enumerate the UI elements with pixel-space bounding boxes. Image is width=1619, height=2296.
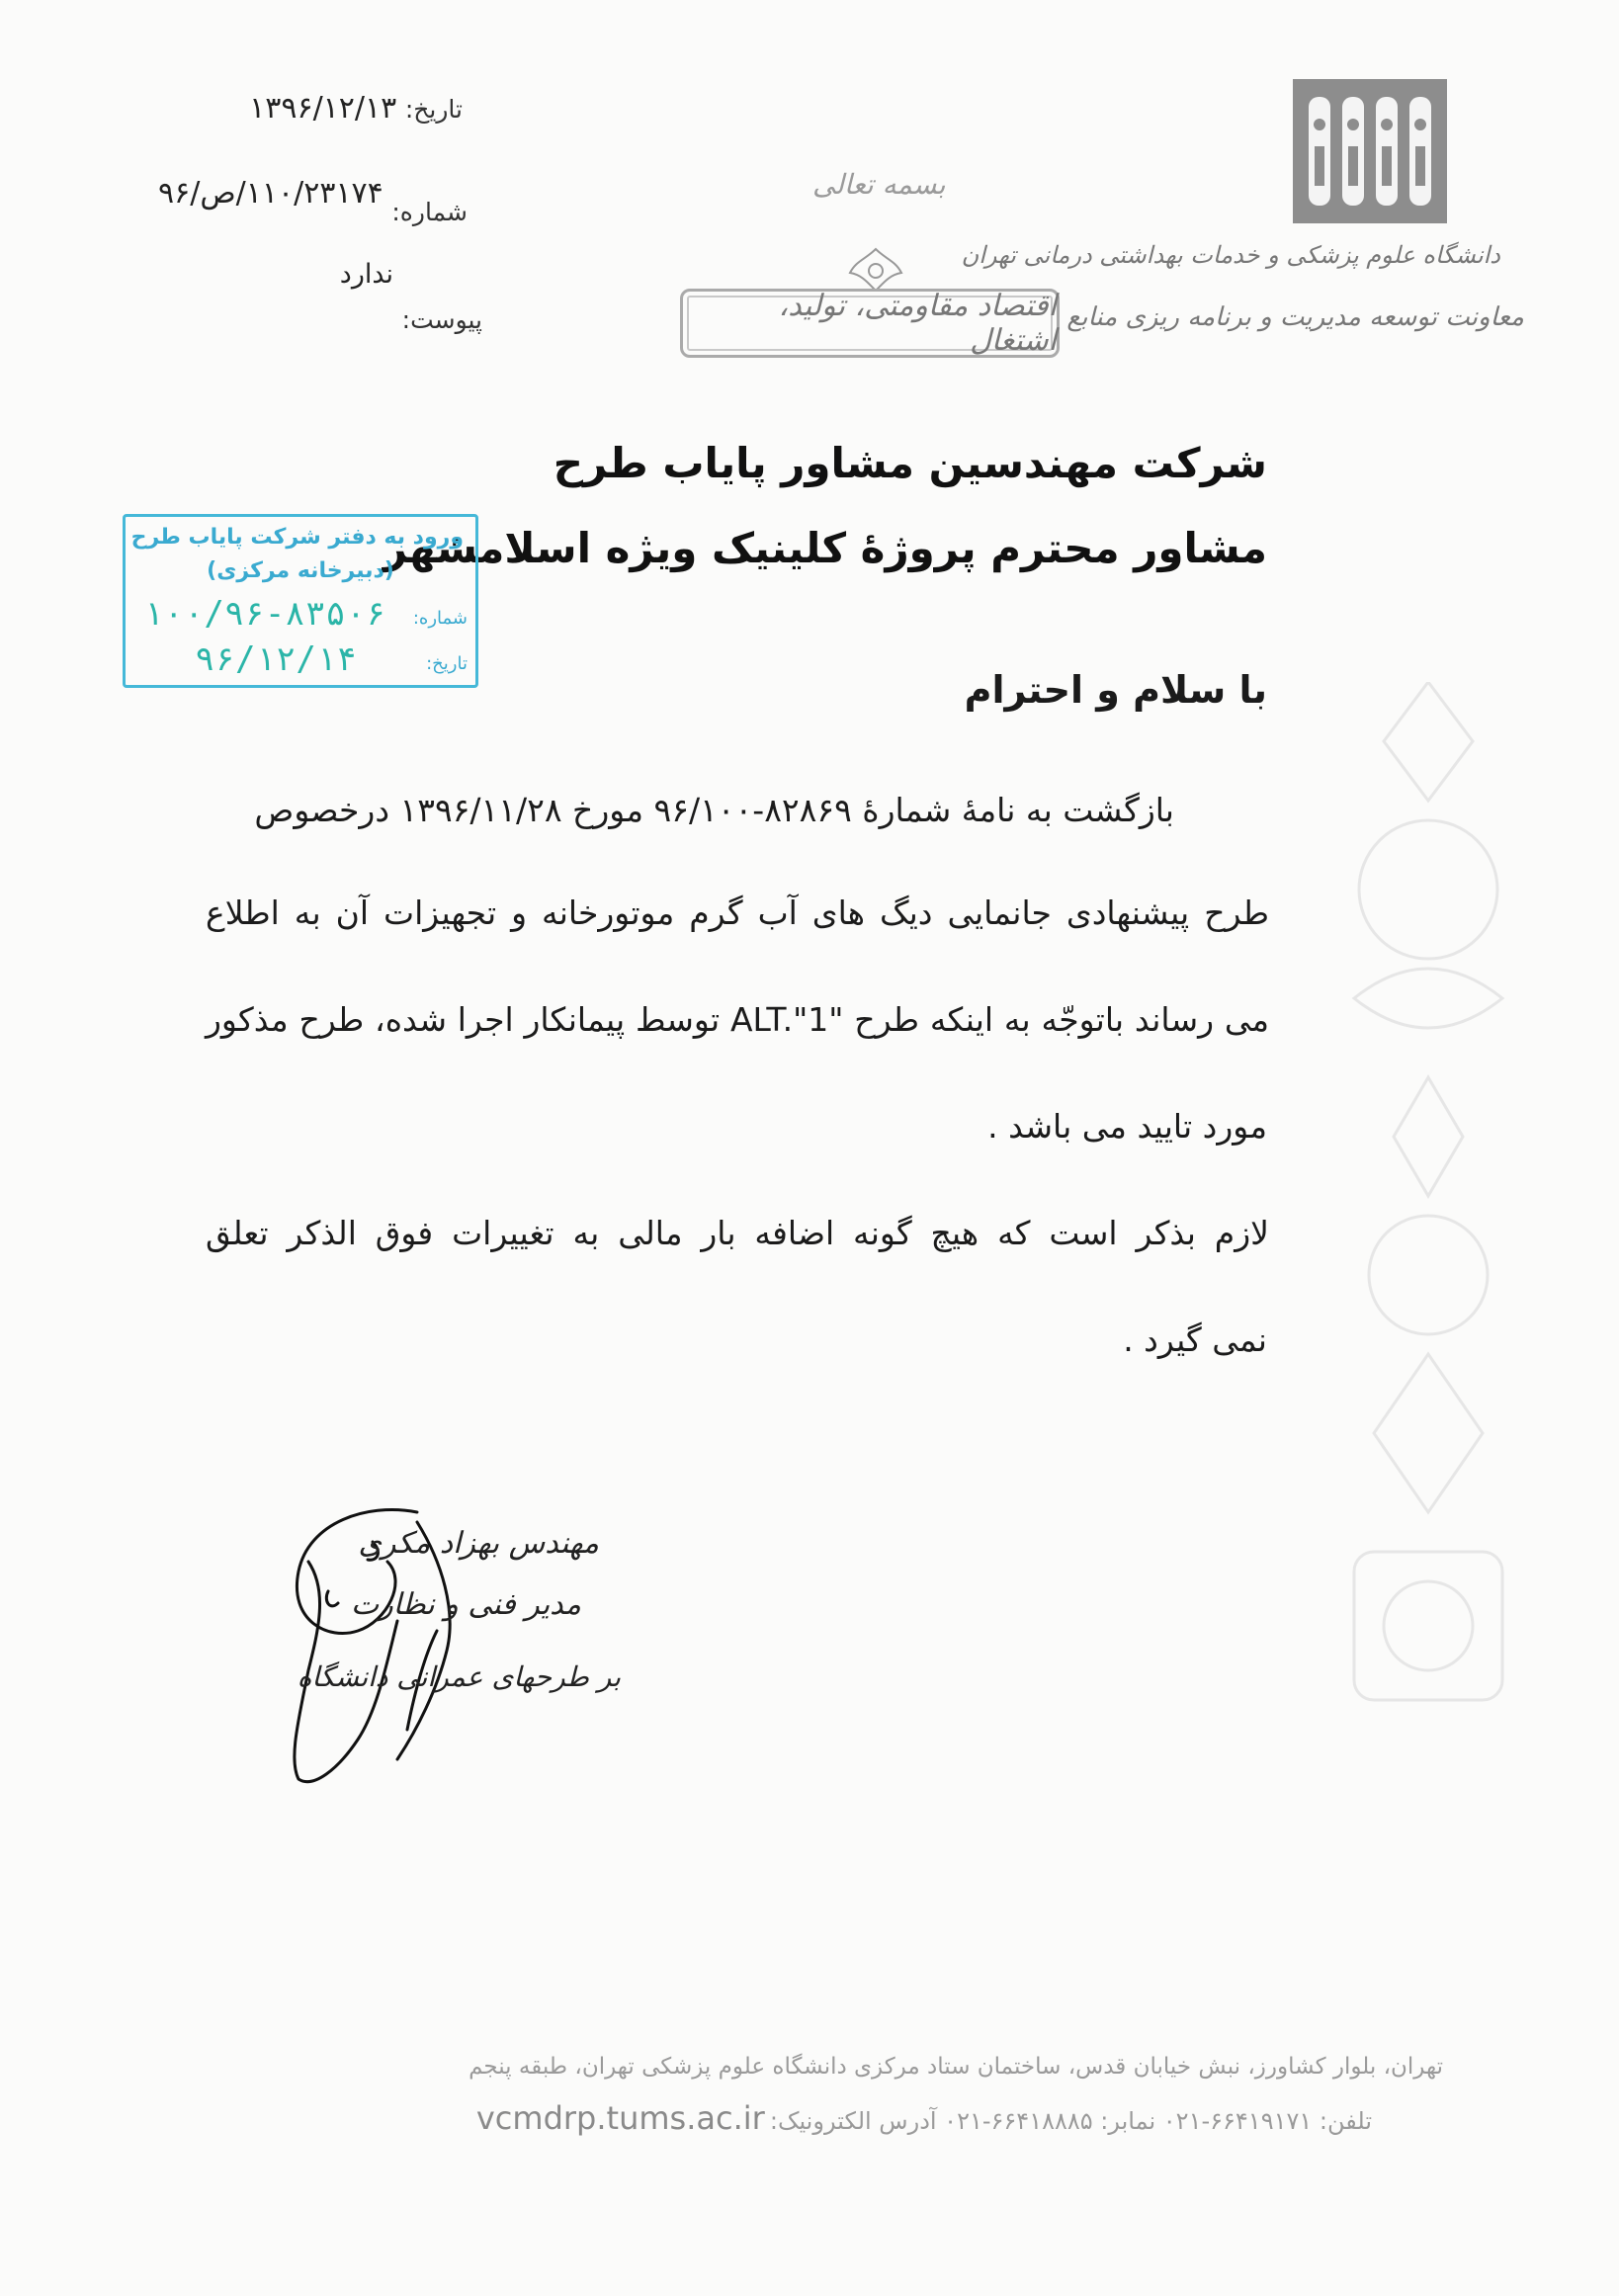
stamp-subheading: (دبیرخانه مرکزی) [207,558,394,583]
date-row [249,91,463,126]
number-value: ۱۱۰/۲۳۱۷۴/ص/۹۶ [158,176,383,211]
paragraph1-line3: می رساند باتوجّه به اینکه طرح "ALT."1 توسط پیمانکار اجرا شده، طرح مذکور [206,1000,1269,1039]
footer-address: تهران، بلوار کشاورز، نبش خیابان قدس، ساختمان ستاد مرکزی دانشگاه علوم پزشکی تهران، طبقه پنجم [469,2054,1443,2080]
stamp-number-label: شماره: [412,608,468,629]
paragraph2-line1: لازم بذکر است که هیچ گونه اضافه بار مالی به تغییرات فوق الذکر تعلق [206,1214,1269,1252]
attachment-label: پیوست: [401,305,482,334]
paragraph2-line2: نمی گیرد . [1123,1320,1267,1359]
slogan-banner [680,289,1060,358]
stamp-date-label: تاریخ: [426,653,468,674]
attachment-row [339,259,482,334]
bismillah: بسمه تعالی [812,168,946,201]
greeting: با سلام و احترام [964,668,1267,712]
stamp-date-value: ۹۶/۱۲/۱۴ [195,639,357,679]
university-logo [1291,77,1449,225]
signatory-title: مدیر فنی و نظارت [350,1587,581,1622]
footer-contact [476,2099,1372,2137]
date-value: ۱۳۹۶/۱۲/۱۳ [249,91,397,126]
attachment-value: ندارد [339,259,394,290]
recipient-title: مشاور محترم پروژۀ کلینیک ویژه اسلامشهر [383,524,1267,572]
number-label: شماره: [391,198,468,226]
signatory-name: مهندس بهزاد مکری [358,1526,599,1561]
paragraph1-line1: بازگشت به نامۀ شمارۀ ۸۲۸۶۹-۹۶/۱۰۰ مورخ ۱۳۹۶/۱۱/۲۸ درخصوص [254,791,1174,829]
signatory-unit: بر طرحهای عمرانی دانشگاه [297,1660,621,1693]
slogan-text: اقتصاد مقاومتی، تولید، اشتغال [778,289,1057,358]
recipient-company: شرکت مهندسین مشاور پایاب طرح [553,439,1267,487]
footer-website[interactable]: vcmdrp.tums.ac.ir [475,2099,765,2137]
deputy-name: معاونت توسعه مدیریت و برنامه ریزی منابع [1066,302,1524,332]
watermark-ornament [1315,682,1542,1769]
stamp-number-value: ۱۰۰/۹۶-۸۳۵۰۶ [143,594,386,634]
date-label: تاریخ: [404,95,463,124]
university-name: دانشگاه علوم پزشکی و خدمات بهداشتی درمانی تهران [961,241,1500,269]
number-row [158,176,468,226]
stamp-heading: ورود به دفتر شرکت پایاب طرح [130,525,464,550]
paragraph1-line4: مورد تایید می باشد . [987,1107,1267,1146]
footer-contact-text: تلفن: ۶۶۴۱۹۱۷۱-۰۲۱ نمابر: ۶۶۴۱۸۸۸۵-۰۲۱ آدرس الکترونیک: [769,2107,1372,2135]
received-stamp [123,514,478,688]
emblem-ornament [846,245,905,295]
paragraph1-line2: طرح پیشنهادی جانمایی دیگ های آب گرم موتورخانه و تجهیزات آن به اطلاع [206,893,1269,932]
